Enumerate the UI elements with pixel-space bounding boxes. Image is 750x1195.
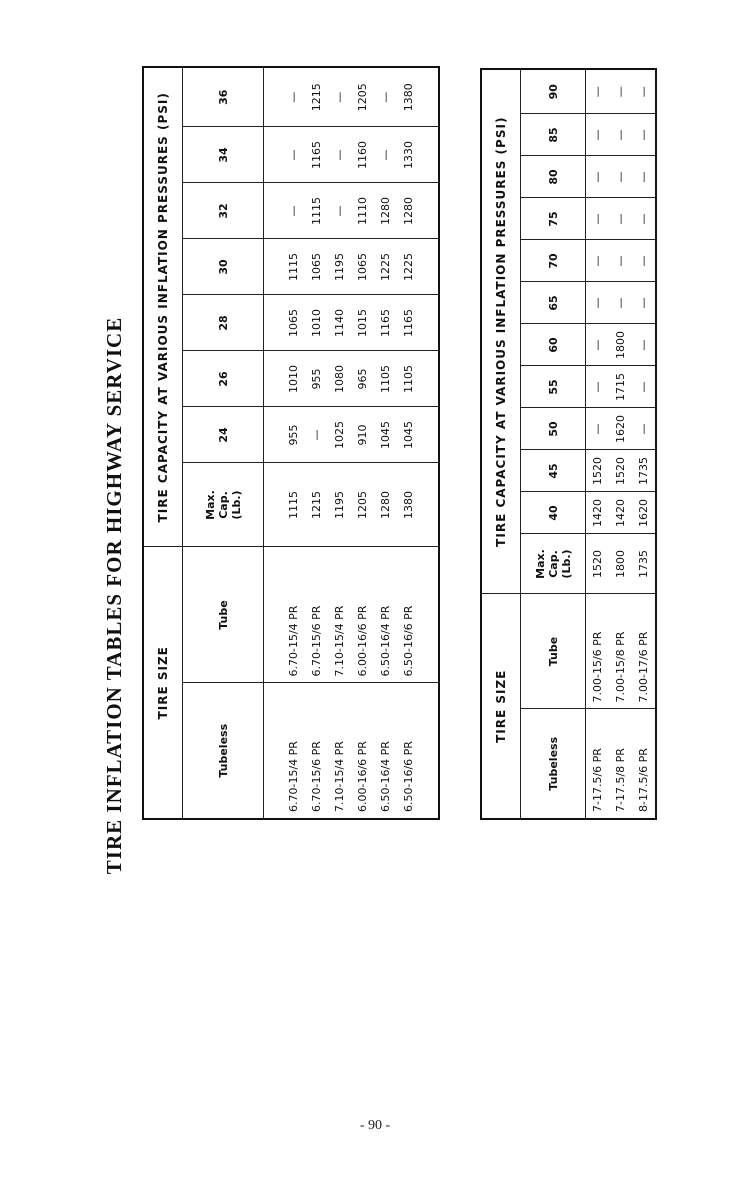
capacity-value-cell: —	[637, 213, 650, 225]
capacity-value-cell: —	[333, 149, 346, 161]
table1-psi-32: 32	[183, 183, 264, 239]
table1-values-list	[282, 240, 420, 295]
table1-psi-26: 26	[183, 351, 264, 407]
capacity-value-cell: —	[591, 381, 604, 393]
table2-values-col-2	[586, 408, 657, 450]
table1-values-col-0	[264, 407, 440, 463]
table2-values-list	[586, 367, 655, 408]
capacity-value-cell: 1520	[614, 457, 627, 485]
capacity-value-cell: 1010	[287, 365, 300, 393]
capacity-value-cell: —	[591, 213, 604, 225]
table2-values-col-8	[586, 156, 657, 198]
capacity-value-cell: —	[591, 339, 604, 351]
table1-tire-size-header: TIRE SIZE	[143, 547, 183, 819]
capacity-value-cell: 1115	[310, 197, 323, 225]
capacity-value-cell: 1165	[379, 309, 392, 337]
capacity-value-cell: 1715	[614, 373, 627, 401]
capacity-value-cell: 1280	[402, 197, 415, 225]
capacity-value-cell: —	[614, 129, 627, 141]
table2	[480, 68, 657, 820]
capacity-value-cell: 955	[310, 368, 323, 390]
table2-values-col-1	[586, 450, 657, 492]
capacity-value-cell: 1420	[614, 499, 627, 527]
capacity-value-cell: —	[637, 339, 650, 351]
table2-values-col-3	[586, 366, 657, 408]
table2-tire-size-header: TIRE SIZE	[481, 594, 521, 819]
capacity-value-cell: —	[614, 255, 627, 267]
table1-col-maxcap-text: Max. Cap. (Lb.)	[203, 490, 243, 520]
max-capacity-cell: 1735	[637, 550, 650, 578]
table1-values-list	[282, 184, 420, 239]
table1-values-col-6	[264, 67, 440, 127]
capacity-value-cell: 1115	[287, 253, 300, 281]
capacity-value-cell: —	[591, 255, 604, 267]
capacity-value-cell: 1110	[356, 197, 369, 225]
capacity-value-cell: 1195	[333, 253, 346, 281]
capacity-value-cell: —	[637, 255, 650, 267]
capacity-value-cell: 1205	[356, 83, 369, 112]
table1-maxcap-cell	[264, 463, 440, 547]
table1-col-tube: Tube	[183, 547, 264, 683]
tube-size-cell: 6.50-16/6 PR	[402, 605, 415, 677]
table1-values-col-4	[264, 183, 440, 239]
capacity-value-cell: —	[591, 129, 604, 141]
capacity-value-cell: 1065	[287, 309, 300, 337]
tubeless-size-cell: 6.50-16/6 PR	[402, 741, 415, 812]
table2-maxcap-cell	[586, 534, 657, 594]
capacity-value-cell: —	[614, 86, 627, 98]
table2-tubeless-list	[586, 710, 655, 813]
table1-values-list	[282, 128, 420, 183]
capacity-value-cell: 1080	[333, 365, 346, 393]
capacity-value-cell: 1025	[333, 421, 346, 449]
table1-data-row	[264, 67, 440, 819]
capacity-value-cell: 1215	[310, 83, 323, 112]
table2-col-tubeless: Tubeless	[521, 709, 586, 819]
table1	[142, 66, 440, 820]
max-capacity-cell: 1520	[591, 550, 604, 578]
table2-psi-70: 70	[521, 240, 586, 282]
capacity-value-cell: —	[637, 129, 650, 141]
capacity-value-cell: 1160	[356, 141, 369, 169]
capacity-value-cell: 1015	[356, 309, 369, 337]
capacity-value-cell: —	[591, 86, 604, 98]
capacity-value-cell: 1735	[637, 457, 650, 485]
table2-container	[480, 68, 650, 820]
table2-psi-55: 55	[521, 366, 586, 408]
table2-values-col-0	[586, 492, 657, 534]
table2-capacity-header: TIRE CAPACITY AT VARIOUS INFLATION PRESSURES (PSI)	[481, 69, 521, 594]
table2-values-col-10	[586, 69, 657, 114]
tubeless-size-cell: 7.10-15/4 PR	[333, 741, 346, 812]
capacity-value-cell: —	[591, 171, 604, 183]
table2-psi-65: 65	[521, 282, 586, 324]
table1-values-list	[282, 296, 420, 351]
table1-values-col-2	[264, 295, 440, 351]
table2-col-tube: Tube	[521, 594, 586, 709]
capacity-value-cell: 1620	[637, 499, 650, 527]
table1-psi-30: 30	[183, 239, 264, 295]
capacity-value-cell: 1225	[379, 253, 392, 281]
table1-col-tubeless: Tubeless	[183, 683, 264, 819]
capacity-value-cell: 1420	[591, 499, 604, 527]
capacity-value-cell: 1045	[379, 421, 392, 449]
tube-size-cell: 6.70-15/6 PR	[310, 605, 323, 677]
table2-col-maxcap-text: Max. Cap. (Lb.)	[533, 549, 573, 579]
tubeless-size-cell: 6.70-15/4 PR	[287, 741, 300, 812]
tubeless-size-cell: 6.50-16/4 PR	[379, 741, 392, 812]
capacity-value-cell: —	[287, 149, 300, 161]
max-capacity-cell: 1115	[287, 491, 300, 519]
tubeless-size-cell: 7-17.5/6 PR	[591, 748, 604, 812]
max-capacity-cell: 1195	[333, 491, 346, 519]
capacity-value-cell: 1520	[591, 457, 604, 485]
tube-size-cell: 6.70-15/4 PR	[287, 605, 300, 677]
table2-values-list	[586, 115, 655, 156]
tube-size-cell: 7.10-15/4 PR	[333, 605, 346, 677]
table2-psi-45: 45	[521, 450, 586, 492]
table2-values-col-6	[586, 240, 657, 282]
table2-psi-60: 60	[521, 324, 586, 366]
table2-maxcap-list	[586, 535, 655, 594]
max-capacity-cell: 1280	[379, 491, 392, 519]
table2-psi-75: 75	[521, 198, 586, 240]
capacity-value-cell: 1620	[614, 415, 627, 443]
table2-values-list	[586, 325, 655, 366]
table2-values-list	[586, 283, 655, 324]
capacity-value-cell: —	[637, 381, 650, 393]
capacity-value-cell: —	[637, 171, 650, 183]
capacity-value-cell: 1140	[333, 309, 346, 337]
table1-psi-28: 28	[183, 295, 264, 351]
capacity-value-cell: —	[287, 91, 300, 103]
table2-psi-90: 90	[521, 69, 586, 114]
table1-container	[142, 68, 440, 820]
tube-size-cell: 6.00-16/6 PR	[356, 605, 369, 677]
table2-values-list	[586, 493, 655, 534]
table1-values-list	[282, 408, 420, 463]
table1-tube-cell	[264, 547, 440, 683]
tube-size-cell: 6.50-16/4 PR	[379, 605, 392, 677]
table1-psi-36: 36	[183, 67, 264, 127]
table1-tubeless-list	[282, 684, 420, 813]
table1-psi-24: 24	[183, 407, 264, 463]
capacity-value-cell: —	[637, 423, 650, 435]
table2-values-list	[586, 451, 655, 492]
tubeless-size-cell: 6.70-15/6 PR	[310, 741, 323, 812]
capacity-value-cell: 1380	[402, 83, 415, 112]
table2-data-row	[586, 69, 657, 819]
table2-psi-40: 40	[521, 492, 586, 534]
table2-psi-50: 50	[521, 408, 586, 450]
table2-values-list	[586, 157, 655, 198]
page-title-container	[95, 200, 135, 990]
table2-tube-cell	[586, 594, 657, 709]
table2-values-list	[586, 241, 655, 282]
table1-values-col-1	[264, 351, 440, 407]
capacity-value-cell: 1105	[379, 365, 392, 393]
capacity-value-cell: —	[637, 86, 650, 98]
capacity-value-cell: 910	[356, 424, 369, 446]
table2-psi-80: 80	[521, 156, 586, 198]
table2-values-col-4	[586, 324, 657, 366]
capacity-value-cell: —	[287, 205, 300, 217]
table2-values-list	[586, 199, 655, 240]
capacity-value-cell: —	[614, 297, 627, 309]
table1-maxcap-list	[282, 464, 420, 547]
capacity-value-cell: —	[637, 297, 650, 309]
capacity-value-cell: 1165	[310, 141, 323, 169]
table2-tube-list	[586, 595, 655, 703]
tubeless-size-cell: 6.00-16/6 PR	[356, 741, 369, 812]
table2-values-col-9	[586, 114, 657, 156]
capacity-value-cell: —	[379, 91, 392, 103]
table2-column-header-row	[521, 69, 586, 819]
table2-psi-85: 85	[521, 114, 586, 156]
capacity-value-cell: 1045	[402, 421, 415, 449]
table1-values-list	[282, 68, 420, 127]
max-capacity-cell: 1215	[310, 491, 323, 519]
table2-tubeless-cell	[586, 709, 657, 819]
capacity-value-cell: —	[591, 297, 604, 309]
table1-values-col-5	[264, 127, 440, 183]
table1-tubeless-cell	[264, 683, 440, 819]
table1-psi-34: 34	[183, 127, 264, 183]
max-capacity-cell: 1800	[614, 550, 627, 578]
tube-size-cell: 7.00-17/6 PR	[637, 631, 650, 703]
table2-values-col-5	[586, 282, 657, 324]
capacity-value-cell: —	[310, 429, 323, 441]
capacity-value-cell: 1010	[310, 309, 323, 337]
table1-col-maxcap	[183, 463, 264, 547]
capacity-value-cell: 955	[287, 424, 300, 446]
capacity-value-cell: —	[333, 91, 346, 103]
capacity-value-cell: —	[379, 149, 392, 161]
tubeless-size-cell: 8-17.5/6 PR	[637, 748, 650, 812]
table1-capacity-header: TIRE CAPACITY AT VARIOUS INFLATION PRESSURES (PSI)	[143, 67, 183, 547]
capacity-value-cell: 1330	[402, 141, 415, 169]
tubeless-size-cell: 7-17.5/8 PR	[614, 748, 627, 812]
capacity-value-cell: —	[614, 213, 627, 225]
tube-size-cell: 7.00-15/6 PR	[591, 631, 604, 703]
table1-values-list	[282, 352, 420, 407]
capacity-value-cell: 965	[356, 368, 369, 390]
max-capacity-cell: 1205	[356, 491, 369, 519]
capacity-value-cell: —	[333, 205, 346, 217]
capacity-value-cell: 1165	[402, 309, 415, 337]
page-title: TIRE INFLATION TABLES FOR HIGHWAY SERVICE	[102, 316, 127, 874]
capacity-value-cell: —	[591, 423, 604, 435]
table2-col-maxcap	[521, 534, 586, 594]
capacity-value-cell: —	[614, 171, 627, 183]
table2-values-list	[586, 409, 655, 450]
tube-size-cell: 7.00-15/8 PR	[614, 631, 627, 703]
table1-column-header-row	[183, 67, 264, 819]
capacity-value-cell: 1280	[379, 197, 392, 225]
capacity-value-cell: 1800	[614, 331, 627, 359]
max-capacity-cell: 1380	[402, 491, 415, 519]
page-number: - 90 -	[359, 1118, 391, 1133]
table1-values-col-3	[264, 239, 440, 295]
capacity-value-cell: 1105	[402, 365, 415, 393]
capacity-value-cell: 1225	[402, 253, 415, 281]
table2-values-col-7	[586, 198, 657, 240]
table1-tube-list	[282, 548, 420, 677]
capacity-value-cell: 1065	[356, 253, 369, 281]
table2-values-list	[586, 70, 655, 114]
capacity-value-cell: 1065	[310, 253, 323, 281]
